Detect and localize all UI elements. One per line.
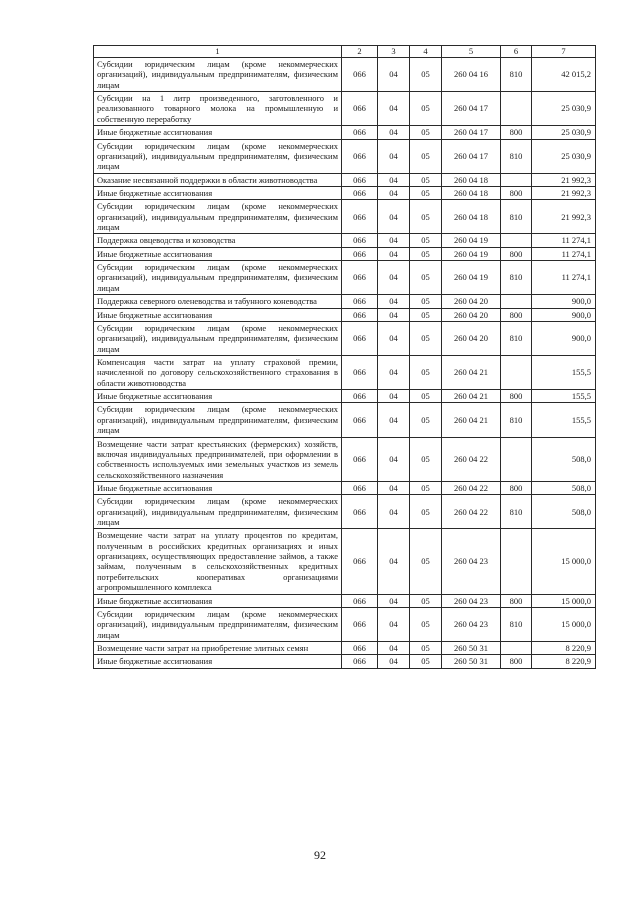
expense-type-cell: 800 <box>501 655 532 668</box>
section-code-cell: 04 <box>378 92 410 126</box>
ministry-code-cell: 066 <box>342 234 378 247</box>
expense-name-cell: Субсидии юридическим лицам (кроме некоммерческих организаций), индивидуальным предпринимателям, физическим лицам <box>94 139 342 173</box>
expense-name-cell: Компенсация части затрат на уплату страховой премии, начисленной по договору сельскохозяйственного страхования в области животноводства <box>94 355 342 389</box>
amount-cell: 155,5 <box>532 403 596 437</box>
ministry-code-cell: 066 <box>342 200 378 234</box>
table-row <box>94 173 596 186</box>
subsection-code-cell: 05 <box>410 594 442 607</box>
section-code-cell: 04 <box>378 295 410 308</box>
expense-type-cell <box>501 529 532 594</box>
ministry-code-cell: 066 <box>342 390 378 403</box>
target-article-cell: 260 04 23 <box>442 594 501 607</box>
expense-type-cell: 810 <box>501 495 532 529</box>
section-code-cell: 04 <box>378 355 410 389</box>
expense-type-cell: 810 <box>501 200 532 234</box>
table-row <box>94 594 596 607</box>
expense-type-cell <box>501 173 532 186</box>
amount-cell: 508,0 <box>532 481 596 494</box>
expense-type-cell: 800 <box>501 594 532 607</box>
target-article-cell: 260 04 22 <box>442 481 501 494</box>
amount-cell: 21 992,3 <box>532 173 596 186</box>
expense-type-cell <box>501 641 532 654</box>
expense-name-cell: Оказание несвязанной поддержки в области животноводства <box>94 173 342 186</box>
subsection-code-cell: 05 <box>410 295 442 308</box>
target-article-cell: 260 50 31 <box>442 641 501 654</box>
section-code-cell: 04 <box>378 641 410 654</box>
amount-cell: 21 992,3 <box>532 186 596 199</box>
target-article-cell: 260 04 21 <box>442 355 501 389</box>
expense-name-cell: Иные бюджетные ассигнования <box>94 481 342 494</box>
target-article-cell: 260 04 19 <box>442 234 501 247</box>
table-row <box>94 481 596 494</box>
section-code-cell: 04 <box>378 126 410 139</box>
subsection-code-cell: 05 <box>410 308 442 321</box>
ministry-code-cell: 066 <box>342 308 378 321</box>
expense-name-cell: Возмещение части затрат на приобретение элитных семян <box>94 641 342 654</box>
ministry-code-cell: 066 <box>342 403 378 437</box>
expense-name-cell: Иные бюджетные ассигнования <box>94 126 342 139</box>
table-row <box>94 529 596 594</box>
amount-cell: 11 274,1 <box>532 261 596 295</box>
amount-cell: 8 220,9 <box>532 641 596 654</box>
amount-cell: 155,5 <box>532 390 596 403</box>
table-row <box>94 437 596 481</box>
ministry-code-cell: 066 <box>342 607 378 641</box>
expense-name-cell: Иные бюджетные ассигнования <box>94 655 342 668</box>
expense-name-cell: Субсидии юридическим лицам (кроме некоммерческих организаций), индивидуальным предпринимателям, физическим лицам <box>94 58 342 92</box>
target-article-cell: 260 04 18 <box>442 173 501 186</box>
section-code-cell: 04 <box>378 139 410 173</box>
amount-cell: 25 030,9 <box>532 126 596 139</box>
amount-cell: 15 000,0 <box>532 529 596 594</box>
subsection-code-cell: 05 <box>410 607 442 641</box>
expense-type-cell: 800 <box>501 308 532 321</box>
expense-name-cell: Иные бюджетные ассигнования <box>94 308 342 321</box>
expense-type-cell <box>501 355 532 389</box>
table-row <box>94 261 596 295</box>
expense-type-cell: 810 <box>501 607 532 641</box>
expense-type-cell <box>501 92 532 126</box>
target-article-cell: 260 04 21 <box>442 390 501 403</box>
ministry-code-cell: 066 <box>342 355 378 389</box>
table-row <box>94 641 596 654</box>
subsection-code-cell: 05 <box>410 139 442 173</box>
header-cell: 1 <box>94 46 342 58</box>
ministry-code-cell: 066 <box>342 437 378 481</box>
table-row <box>94 355 596 389</box>
table-row <box>94 607 596 641</box>
subsection-code-cell: 05 <box>410 437 442 481</box>
expense-name-cell: Поддержка овцеводства и козоводства <box>94 234 342 247</box>
target-article-cell: 260 04 18 <box>442 200 501 234</box>
subsection-code-cell: 05 <box>410 58 442 92</box>
section-code-cell: 04 <box>378 261 410 295</box>
header-cell: 4 <box>410 46 442 58</box>
subsection-code-cell: 05 <box>410 126 442 139</box>
header-cell: 2 <box>342 46 378 58</box>
expense-name-cell: Субсидии юридическим лицам (кроме некоммерческих организаций), индивидуальным предпринимателям, физическим лицам <box>94 607 342 641</box>
target-article-cell: 260 04 19 <box>442 261 501 295</box>
expense-type-cell: 800 <box>501 481 532 494</box>
amount-cell: 900,0 <box>532 321 596 355</box>
table-row <box>94 655 596 668</box>
expense-type-cell: 810 <box>501 321 532 355</box>
amount-cell: 15 000,0 <box>532 607 596 641</box>
amount-cell: 8 220,9 <box>532 655 596 668</box>
section-code-cell: 04 <box>378 321 410 355</box>
target-article-cell: 260 04 21 <box>442 403 501 437</box>
expense-type-cell: 800 <box>501 126 532 139</box>
table-row <box>94 186 596 199</box>
amount-cell: 42 015,2 <box>532 58 596 92</box>
expense-type-cell <box>501 295 532 308</box>
target-article-cell: 260 04 22 <box>442 437 501 481</box>
section-code-cell: 04 <box>378 200 410 234</box>
amount-cell: 25 030,9 <box>532 139 596 173</box>
budget-table <box>93 45 596 669</box>
expense-type-cell: 800 <box>501 247 532 260</box>
expense-name-cell: Субсидии юридическим лицам (кроме некоммерческих организаций), индивидуальным предпринимателям, физическим лицам <box>94 261 342 295</box>
target-article-cell: 260 04 22 <box>442 495 501 529</box>
target-article-cell: 260 04 17 <box>442 126 501 139</box>
expense-type-cell: 800 <box>501 186 532 199</box>
header-cell: 5 <box>442 46 501 58</box>
subsection-code-cell: 05 <box>410 481 442 494</box>
expense-type-cell: 810 <box>501 58 532 92</box>
section-code-cell: 04 <box>378 655 410 668</box>
expense-name-cell: Субсидии юридическим лицам (кроме некоммерческих организаций), индивидуальным предпринимателям, физическим лицам <box>94 200 342 234</box>
amount-cell: 900,0 <box>532 308 596 321</box>
subsection-code-cell: 05 <box>410 200 442 234</box>
subsection-code-cell: 05 <box>410 641 442 654</box>
target-article-cell: 260 04 20 <box>442 308 501 321</box>
amount-cell: 25 030,9 <box>532 92 596 126</box>
table-row <box>94 200 596 234</box>
table-body <box>94 46 596 669</box>
subsection-code-cell: 05 <box>410 234 442 247</box>
target-article-cell: 260 04 23 <box>442 607 501 641</box>
target-article-cell: 260 04 20 <box>442 321 501 355</box>
amount-cell: 900,0 <box>532 295 596 308</box>
table-row <box>94 58 596 92</box>
target-article-cell: 260 04 19 <box>442 247 501 260</box>
subsection-code-cell: 05 <box>410 247 442 260</box>
expense-type-cell <box>501 234 532 247</box>
ministry-code-cell: 066 <box>342 247 378 260</box>
ministry-code-cell: 066 <box>342 481 378 494</box>
ministry-code-cell: 066 <box>342 173 378 186</box>
target-article-cell: 260 50 31 <box>442 655 501 668</box>
table-row <box>94 92 596 126</box>
target-article-cell: 260 04 23 <box>442 529 501 594</box>
ministry-code-cell: 066 <box>342 495 378 529</box>
ministry-code-cell: 066 <box>342 139 378 173</box>
table-row <box>94 139 596 173</box>
section-code-cell: 04 <box>378 529 410 594</box>
section-code-cell: 04 <box>378 481 410 494</box>
expense-name-cell: Возмещение части затрат крестьянских (фермерских) хозяйств, включая индивидуальных предпринимателей, при оформлении в собственность используемых ими земельных участков из земель сельскохозяйственного назначения <box>94 437 342 481</box>
section-code-cell: 04 <box>378 403 410 437</box>
table-row <box>94 308 596 321</box>
section-code-cell: 04 <box>378 186 410 199</box>
expense-name-cell: Субсидии на 1 литр произведенного, заготовленного и реализованного товарного молока на промышленную и собственную переработку <box>94 92 342 126</box>
subsection-code-cell: 05 <box>410 261 442 295</box>
header-cell: 3 <box>378 46 410 58</box>
target-article-cell: 260 04 20 <box>442 295 501 308</box>
ministry-code-cell: 066 <box>342 641 378 654</box>
subsection-code-cell: 05 <box>410 495 442 529</box>
expense-name-cell: Возмещение части затрат на уплату процентов по кредитам, полученным в российских кредитных организациях и иных организациях, осуществляющих предоставление займов, а также займам, полученным в сельскохозяйственных кредитных потребительских кооперативах организациями агропромышленного комплекса <box>94 529 342 594</box>
section-code-cell: 04 <box>378 594 410 607</box>
target-article-cell: 260 04 16 <box>442 58 501 92</box>
amount-cell: 15 000,0 <box>532 594 596 607</box>
expense-name-cell: Иные бюджетные ассигнования <box>94 186 342 199</box>
expense-name-cell: Субсидии юридическим лицам (кроме некоммерческих организаций), индивидуальным предпринимателям, физическим лицам <box>94 321 342 355</box>
table-row <box>94 247 596 260</box>
section-code-cell: 04 <box>378 173 410 186</box>
amount-cell: 11 274,1 <box>532 234 596 247</box>
section-code-cell: 04 <box>378 308 410 321</box>
table-row <box>94 390 596 403</box>
subsection-code-cell: 05 <box>410 655 442 668</box>
target-article-cell: 260 04 17 <box>442 139 501 173</box>
ministry-code-cell: 066 <box>342 529 378 594</box>
table-row <box>94 321 596 355</box>
subsection-code-cell: 05 <box>410 403 442 437</box>
ministry-code-cell: 066 <box>342 92 378 126</box>
table-row <box>94 495 596 529</box>
subsection-code-cell: 05 <box>410 390 442 403</box>
section-code-cell: 04 <box>378 58 410 92</box>
expense-type-cell <box>501 437 532 481</box>
expense-name-cell: Субсидии юридическим лицам (кроме некоммерческих организаций), индивидуальным предпринимателям, физическим лицам <box>94 495 342 529</box>
target-article-cell: 260 04 17 <box>442 92 501 126</box>
header-cell: 6 <box>501 46 532 58</box>
expense-name-cell: Иные бюджетные ассигнования <box>94 594 342 607</box>
table-row <box>94 403 596 437</box>
expense-type-cell: 810 <box>501 403 532 437</box>
subsection-code-cell: 05 <box>410 529 442 594</box>
section-code-cell: 04 <box>378 247 410 260</box>
expense-name-cell: Субсидии юридическим лицам (кроме некоммерческих организаций), индивидуальным предпринимателям, физическим лицам <box>94 403 342 437</box>
section-code-cell: 04 <box>378 234 410 247</box>
ministry-code-cell: 066 <box>342 594 378 607</box>
expense-name-cell: Иные бюджетные ассигнования <box>94 390 342 403</box>
ministry-code-cell: 066 <box>342 186 378 199</box>
page-number: 92 <box>314 848 326 862</box>
ministry-code-cell: 066 <box>342 321 378 355</box>
expense-type-cell: 800 <box>501 390 532 403</box>
amount-cell: 21 992,3 <box>532 200 596 234</box>
expense-type-cell: 810 <box>501 261 532 295</box>
ministry-code-cell: 066 <box>342 655 378 668</box>
section-code-cell: 04 <box>378 495 410 529</box>
subsection-code-cell: 05 <box>410 355 442 389</box>
amount-cell: 508,0 <box>532 437 596 481</box>
ministry-code-cell: 066 <box>342 295 378 308</box>
table-header-row <box>94 46 596 58</box>
section-code-cell: 04 <box>378 607 410 641</box>
amount-cell: 11 274,1 <box>532 247 596 260</box>
amount-cell: 155,5 <box>532 355 596 389</box>
ministry-code-cell: 066 <box>342 126 378 139</box>
amount-cell: 508,0 <box>532 495 596 529</box>
table-row <box>94 295 596 308</box>
subsection-code-cell: 05 <box>410 321 442 355</box>
subsection-code-cell: 05 <box>410 92 442 126</box>
expense-name-cell: Поддержка северного оленеводства и табунного коневодства <box>94 295 342 308</box>
ministry-code-cell: 066 <box>342 261 378 295</box>
header-cell: 7 <box>532 46 596 58</box>
table-row <box>94 234 596 247</box>
subsection-code-cell: 05 <box>410 186 442 199</box>
expense-name-cell: Иные бюджетные ассигнования <box>94 247 342 260</box>
section-code-cell: 04 <box>378 437 410 481</box>
subsection-code-cell: 05 <box>410 173 442 186</box>
expense-type-cell: 810 <box>501 139 532 173</box>
ministry-code-cell: 066 <box>342 58 378 92</box>
section-code-cell: 04 <box>378 390 410 403</box>
table-row <box>94 126 596 139</box>
target-article-cell: 260 04 18 <box>442 186 501 199</box>
